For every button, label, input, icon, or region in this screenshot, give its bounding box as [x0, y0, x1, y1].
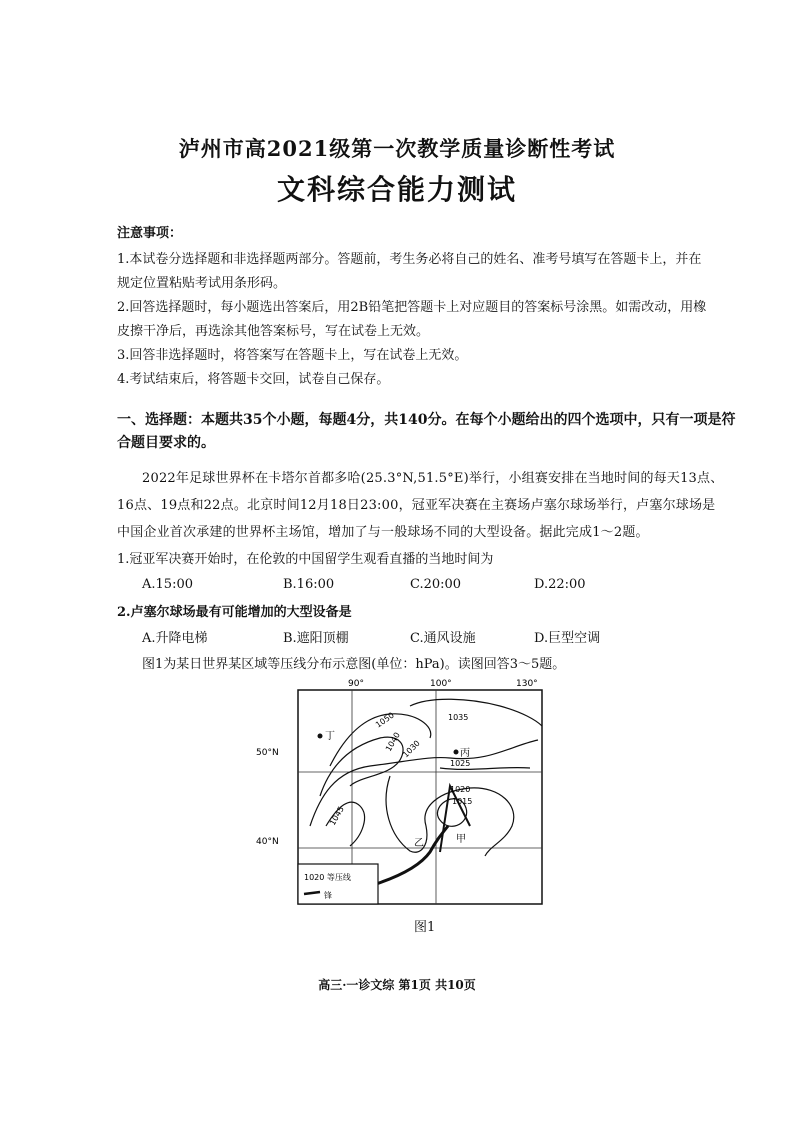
exam-title: 泸州市高2021级第一次教学质量诊断性考试	[178, 136, 616, 161]
isobar-label-1015: 1015	[452, 797, 473, 806]
point-ding-label: 丁	[325, 731, 335, 742]
notice-line: 规定位置粘贴考试用条形码。	[117, 276, 287, 291]
question-1-option-b: B.16:00	[283, 577, 335, 592]
figure-caption: 图1	[414, 920, 436, 935]
lon-label-130: 130°	[516, 679, 538, 689]
question-1-stem: 1.冠亚军决赛开始时，在伦敦的中国留学生观看直播的当地时间为	[117, 552, 494, 567]
isobar-label-1040: 1040	[383, 730, 402, 753]
section-heading: 一、选择题：本题共35个小题，每题4分，共140分。在每个小题给出的四个选项中，只有一项是符	[117, 412, 736, 428]
question-1-option-d: D.22:00	[534, 577, 586, 592]
isobar-label-1045: 1045	[327, 804, 346, 827]
passage-line: 中国企业首次承建的世界杯主场馆，增加了与一般球场不同的大型设备。据此完成1～2题。	[117, 525, 649, 540]
lat-label-40: 40°N	[256, 837, 279, 847]
isobar-1030	[310, 740, 538, 826]
isobar-label-1025: 1025	[450, 759, 471, 768]
notice-line: 2.回答选择题时，每小题选出答案后，用2B铅笔把答题卡上对应题目的答案标号涂黑。如需改动，用橡	[117, 300, 707, 315]
passage-line: 16点、19点和22点。北京时间12月18日23:00，冠亚军决赛在主赛场卢塞尔球场举行，卢塞尔球场是	[117, 498, 716, 513]
figure-intro: 图1为某日世界某区域等压线分布示意图(单位：hPa)。读图回答3～5题。	[142, 657, 566, 672]
question-2-option-a: A.升降电梯	[142, 631, 208, 646]
question-1-option-a: A.15:00	[142, 577, 193, 592]
notice-line: 1.本试卷分选择题和非选择题两部分。答题前，考生务必将自己的姓名、准考号填写在答题卡上，并在	[117, 252, 702, 267]
point-bing-label: 丙	[460, 748, 470, 759]
notice-line: 皮擦干净后，再选涂其他答案标号，写在试卷上无效。	[117, 324, 430, 339]
question-2-option-c: C.通风设施	[410, 631, 476, 646]
question-1-option-c: C.20:00	[410, 577, 462, 592]
notice-line: 3.回答非选择题时，将答案写在答题卡上，写在试卷上无效。	[117, 348, 468, 363]
lon-label-100: 100°	[430, 679, 452, 689]
point-jia-label: 甲	[456, 834, 466, 845]
isobar-label-1035: 1035	[448, 713, 469, 722]
notice-heading: 注意事项：	[117, 226, 183, 241]
isobar-1035	[410, 699, 542, 726]
isobar-label-1030: 1030	[401, 738, 422, 760]
exam-subtitle: 文科综合能力测试	[276, 173, 517, 206]
legend-box	[298, 864, 378, 904]
front-line	[376, 826, 448, 884]
point-yi-label: 乙	[414, 838, 424, 849]
isobar-map-svg	[256, 676, 550, 912]
lon-label-90: 90°	[348, 679, 364, 689]
question-2-option-b: B.遮阳顶棚	[283, 631, 349, 646]
isobar-map	[256, 676, 550, 912]
isobar-label-1020: 1020	[450, 785, 471, 794]
question-2-option-d: D.巨型空调	[534, 631, 601, 646]
legend-front-text: 锋	[324, 891, 332, 900]
point-bing-marker	[454, 750, 459, 755]
point-ding-marker	[318, 734, 323, 739]
passage-line: 2022年足球世界杯在卡塔尔首都多哈(25.3°N,51.5°E)举行，小组赛安排在当地时间的每天13点、	[142, 471, 724, 486]
isobar-label-1050: 1050	[373, 710, 396, 730]
notice-line: 4.考试结束后，将答题卡交回，试卷自己保存。	[117, 372, 390, 387]
legend-isobar-text: 1020 等压线	[304, 873, 351, 882]
lat-label-50: 50°N	[256, 748, 279, 758]
question-2-stem: 2.卢塞尔球场最有可能增加的大型设备是	[117, 605, 352, 620]
section-heading-cont: 合题目要求的。	[117, 435, 215, 451]
page-footer: 高三·一诊文综 第1页 共10页	[318, 978, 476, 992]
